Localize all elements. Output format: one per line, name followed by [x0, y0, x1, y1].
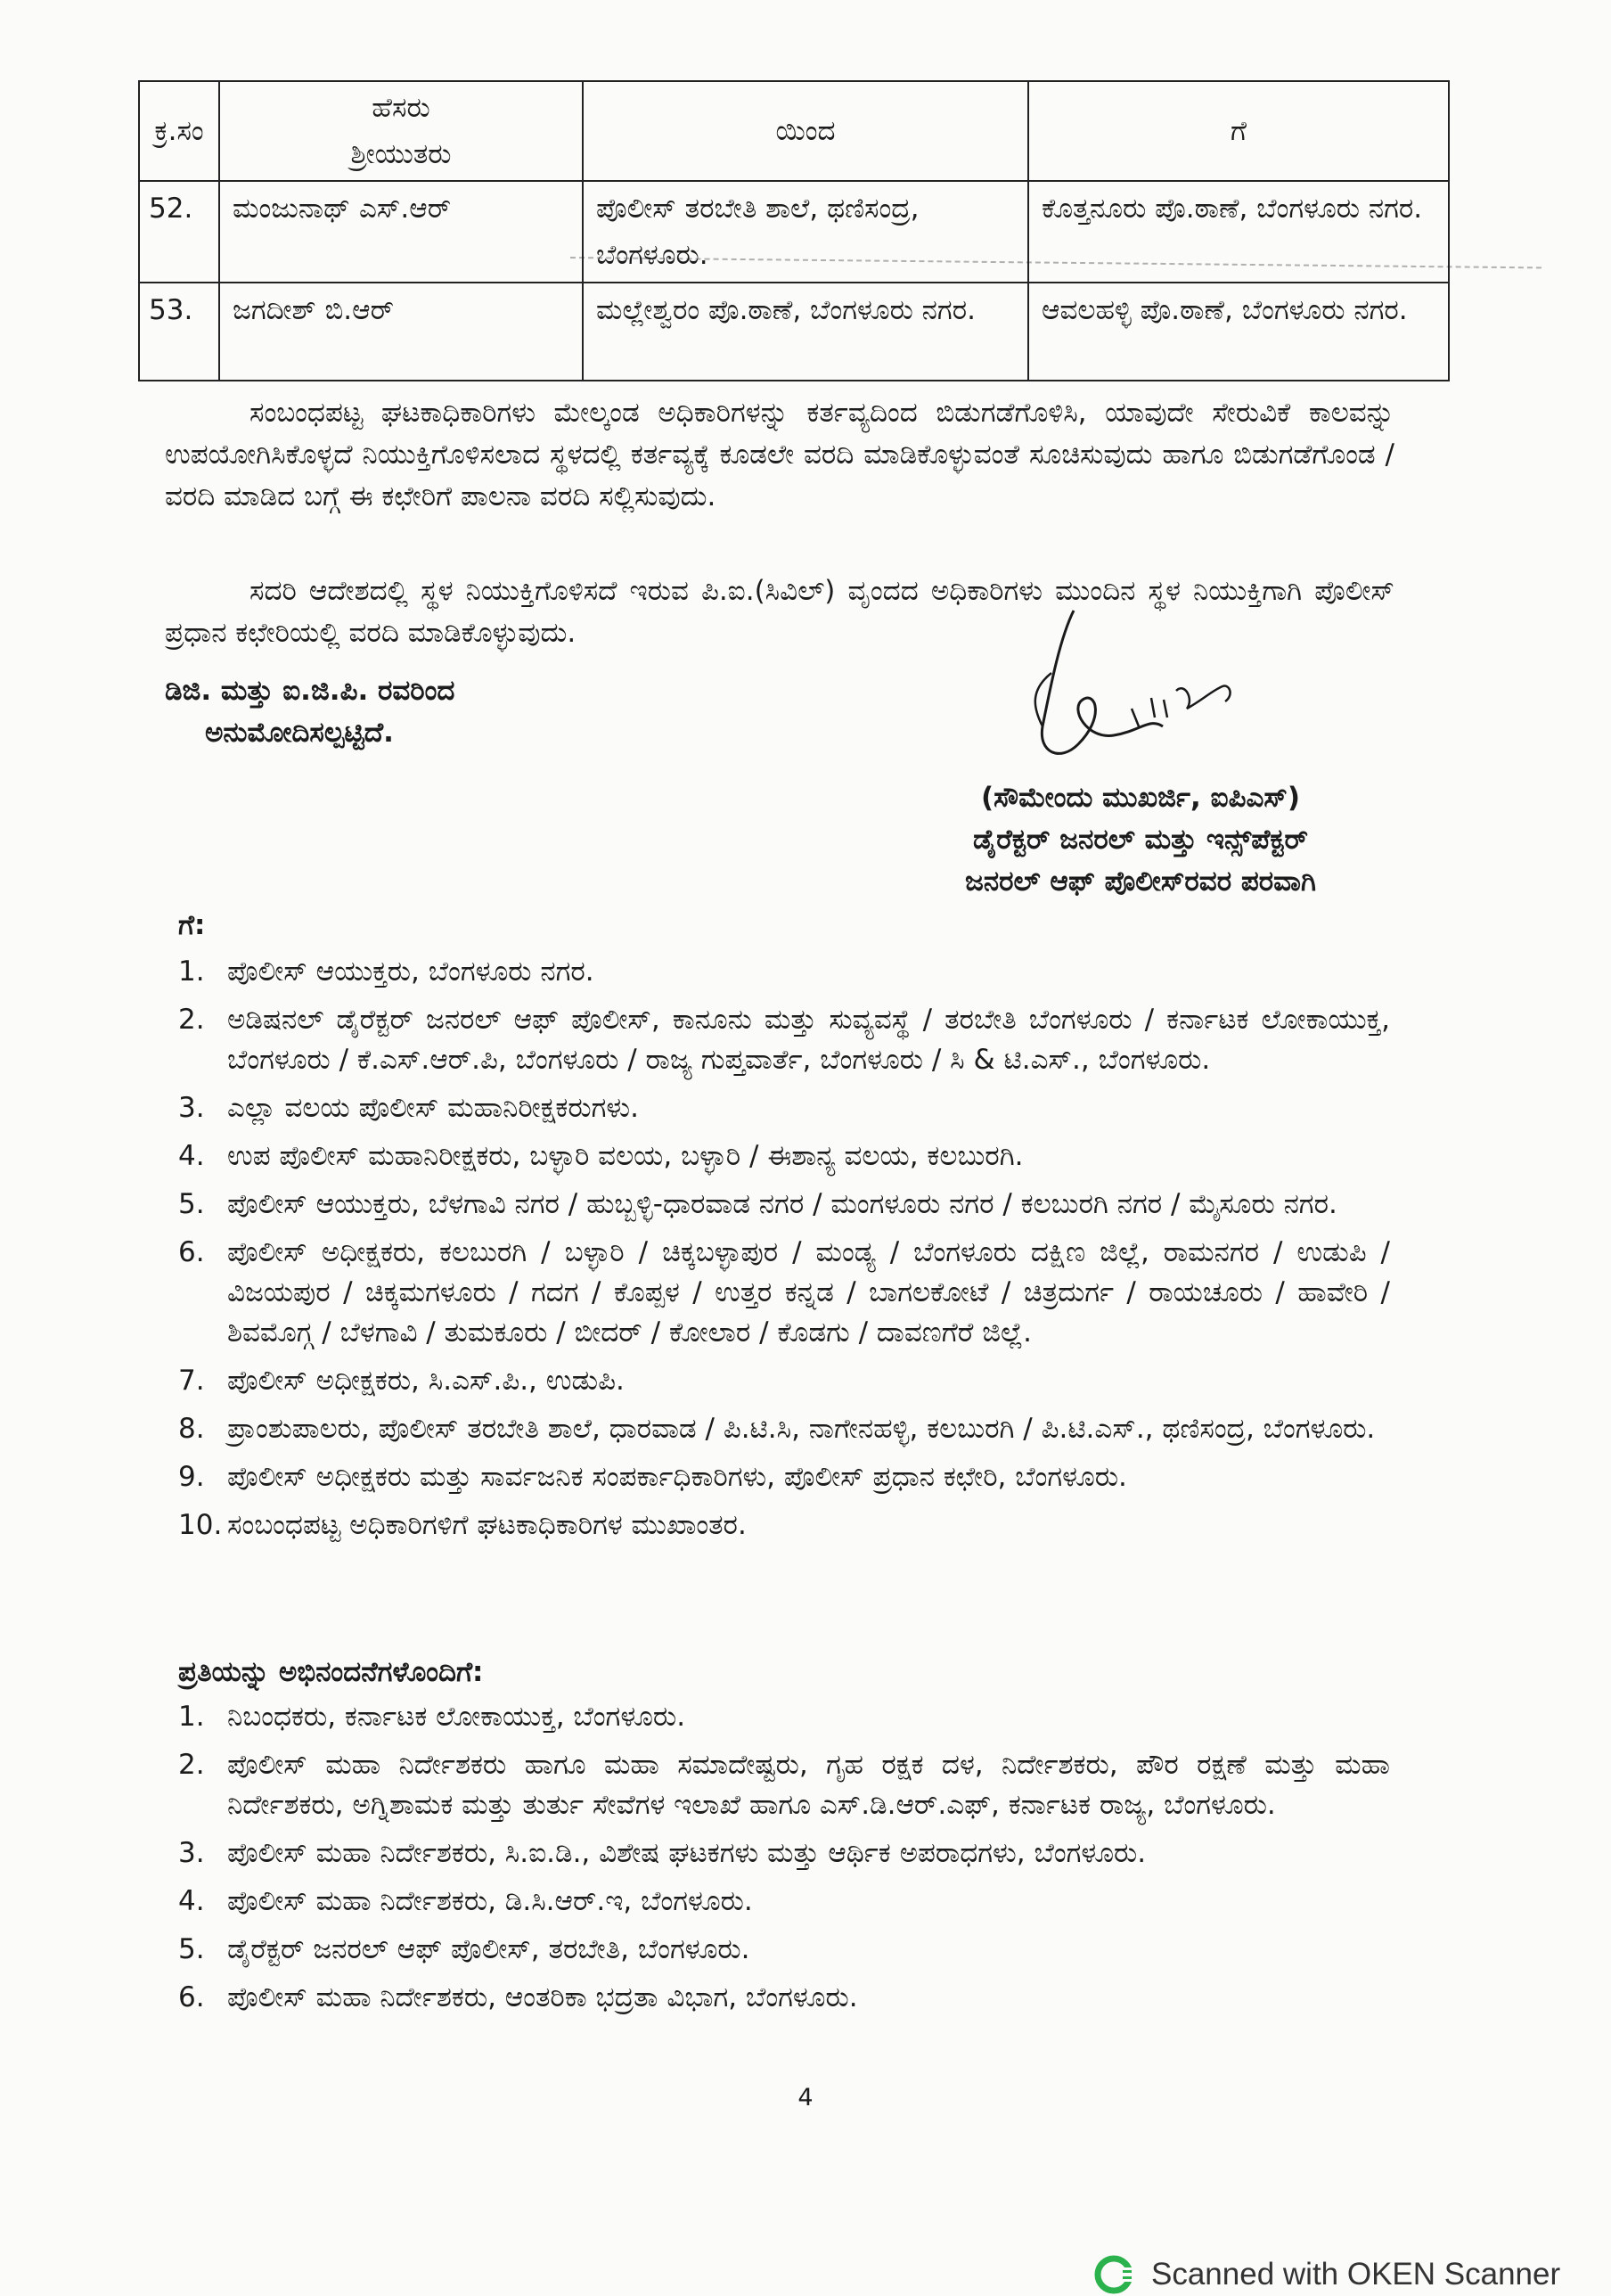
list-item [178, 1833, 1390, 1874]
list-item [178, 1000, 1390, 1080]
list-item-number: 4. [178, 1885, 205, 1917]
list-item-text: ಪೊಲೀಸ್ ಅಧೀಕ್ಷಕರು, ಕಲಬುರಗಿ / ಬಳ್ಳಾರಿ / ಚಿಕ್ಕಬಳ್ಳಾಪುರ / ಮಂಡ್ಯ / ಬೆಂಗಳೂರು ದಕ್ಷಿಣ ಜಿಲ್ಲೆ, ರಾಮನಗರ / ಉಡುಪಿ / ವಿಜಯಪುರ / ಚಿಕ್ಕಮಗಳೂರು / ಗದಗ / ಕೊಪ್ಪಳ / ಉತ್ತರ ಕನ್ನಡ / ಬಾಗಲಕೋಟೆ / ಚಿತ್ರದುರ್ಗ / ರಾಯಚೂರು / ಹಾವೇರಿ / ಶಿವಮೊಗ್ಗ / ಬೆಳಗಾವಿ / ತುಮಕೂರು / ಬೀದರ್ / ಕೋಲಾರ / ಕೊಡಗು / ದಾವಣಗೆರೆ ಜಿಲ್ಲೆ. [227, 1236, 1390, 1349]
list-item [178, 1361, 1390, 1401]
signatory-name: (ಸೌಮೇಂದು ಮುಖರ್ಜಿ, ಐಪಿಎಸ್) [980, 782, 1301, 814]
oken-scanner-logo-icon [1094, 2253, 1137, 2296]
signatory-title-line2: ಜನರಲ್ ಆಫ್ ಪೊಲೀಸ್‌ರವರ ಪರವಾಗಿ [965, 865, 1316, 898]
list-item [178, 1745, 1390, 1825]
approval-line2: ಅನುಮೋದಿಸಲ್ಪಟ್ಟಿದೆ. [205, 717, 394, 749]
list-item-text: ಡೈರೆಕ್ಟರ್ ಜನರಲ್ ಆಫ್ ಪೊಲೀಸ್, ತರಬೇತಿ, ಬೆಂಗಳೂರು. [227, 1933, 750, 1965]
list-item-text: ಪೊಲೀಸ್ ಆಯುಕ್ತರು, ಬೆಂಗಳೂರು ನಗರ. [227, 955, 594, 988]
list-item-text: ಪೊಲೀಸ್ ಮಹಾ ನಿರ್ದೇಶಕರು, ಡಿ.ಸಿ.ಆರ್.ಇ, ಬೆಂಗಳೂರು. [227, 1885, 753, 1917]
list-item [178, 1978, 1390, 2018]
signatory-block [891, 777, 1390, 903]
header-name [219, 81, 583, 181]
cell-sl: 53. [139, 283, 219, 381]
list-item [178, 1457, 1390, 1497]
list-item [178, 1930, 1390, 1970]
list-item [178, 1882, 1390, 1922]
list-item-text: ಪೊಲೀಸ್ ಅಧೀಕ್ಷಕರು, ಸಿ.ಎಸ್.ಪಿ., ಉಡುಪಿ. [227, 1365, 625, 1397]
page-number: 4 [797, 2084, 814, 2112]
list-item-text: ಉಪ ಪೊಲೀಸ್ ಮಹಾನಿರೀಕ್ಷಕರು, ಬಳ್ಳಾರಿ ವಲಯ, ಬಳ್ಳಾರಿ / ಈಶಾನ್ಯ ವಲಯ, ಕಲಬುರಗಿ. [227, 1140, 1024, 1172]
list-item-number: 7. [178, 1365, 205, 1397]
header-name-line1: ಹೆಸರು [372, 92, 430, 124]
scanner-footer-text: Scanned with OKEN Scanner [1151, 2257, 1561, 2292]
list-item [178, 1505, 1390, 1546]
scanner-footer [1094, 2253, 1560, 2296]
list-item-text: ನಿಬಂಧಕರು, ಕರ್ನಾಟಕ ಲೋಕಾಯುಕ್ತ, ಬೆಂಗಳೂರು. [227, 1701, 686, 1733]
transfer-table [138, 80, 1450, 381]
list-item-text: ಪೊಲೀಸ್ ಅಧೀಕ್ಷಕರು ಮತ್ತು ಸಾರ್ವಜನಿಕ ಸಂಪರ್ಕಾಧಿಕಾರಿಗಳು, ಪೊಲೀಸ್ ಪ್ರಧಾನ ಕಛೇರಿ, ಬೆಂಗಳೂರು. [227, 1461, 1127, 1493]
list-item-number: 1. [178, 1701, 205, 1733]
list-item-number: 5. [178, 1188, 205, 1220]
list-item-number: 10. [178, 1509, 223, 1541]
list-item-text: ಪೊಲೀಸ್ ಆಯುಕ್ತರು, ಬೆಳಗಾವಿ ನಗರ / ಹುಬ್ಬಳ್ಳಿ-ಧಾರವಾಡ ನಗರ / ಮಂಗಳೂರು ನಗರ / ಕಲಬುರಗಿ ನಗರ / ಮೈಸೂರು ನಗರ. [227, 1188, 1337, 1220]
list-item [178, 1136, 1390, 1177]
table-row [139, 181, 1449, 283]
list-item-text: ಪೊಲೀಸ್ ಮಹಾ ನಿರ್ದೇಶಕರು ಹಾಗೂ ಮಹಾ ಸಮಾದೇಷ್ಟರು, ಗೃಹ ರಕ್ಷಕ ದಳ, ನಿರ್ದೇಶಕರು, ಪೌರ ರಕ್ಷಣೆ ಮತ್ತು ಮಹಾ ನಿರ್ದೇಶಕರು, ಅಗ್ನಿಶಾಮಕ ಮತ್ತು ತುರ್ತು ಸೇವೆಗಳ ಇಲಾಖೆ ಹಾಗೂ ಎಸ್.ಡಿ.ಆರ್.ಎಫ್, ಕರ್ನಾಟಕ ರಾಜ್ಯ, ಬೆಂಗಳೂರು. [227, 1749, 1390, 1821]
instruction-text: ಸಂಬಂಧಪಟ್ಟ ಘಟಕಾಧಿಕಾರಿಗಳು ಮೇಲ್ಕಂಡ ಅಧಿಕಾರಿಗಳನ್ನು ಕರ್ತವ್ಯದಿಂದ ಬಿಡುಗಡೆಗೊಳಿಸಿ, ಯಾವುದೇ ಸೇರುವಿಕೆ ಕಾಲವನ್ನು ಉಪಯೋಗಿಸಿಕೊಳ್ಳದೆ ನಿಯುಕ್ತಿಗೊಳಿಸಲಾದ ಸ್ಥಳದಲ್ಲಿ ಕರ್ತವ್ಯಕ್ಕೆ ಕೂಡಲೇ ವರದಿ ಮಾಡಿಕೊಳ್ಳುವಂತೆ ಸೂಚಿಸುವುದು ಹಾಗೂ ಬಿಡುಗಡೆಗೊಂಡ / ವರದಿ ಮಾಡಿದ ಬಗ್ಗೆ ಈ ಕಛೇರಿಗೆ ಪಾಲನಾ ವರದಿ ಸಲ್ಲಿಸುವುದು. [165, 397, 1394, 512]
approval-note [165, 670, 454, 754]
list-item [178, 1409, 1390, 1449]
list-item-number: 3. [178, 1092, 205, 1124]
unassigned-text: ಸದರಿ ಆದೇಶದಲ್ಲಿ ಸ್ಥಳ ನಿಯುಕ್ತಿಗೊಳಿಸದೆ ಇರುವ ಪಿ.ಐ.(ಸಿವಿಲ್) ವೃಂದದ ಅಧಿಕಾರಿಗಳು ಮುಂದಿನ ಸ್ಥಳ ನಿಯುಕ್ತಿಗಾಗಿ ಪೊಲೀಸ್ ಪ್ರಧಾನ ಕಛೇರಿಯಲ್ಲಿ ವರದಿ ಮಾಡಿಕೊಳ್ಳುವುದು. [165, 575, 1394, 649]
approval-line1: ಡಿಜಿ. ಮತ್ತು ಐ.ಜಿ.ಪಿ. ರವರಿಂದ [165, 675, 455, 707]
list-item-number: 6. [178, 1981, 205, 2013]
list-item [178, 1185, 1390, 1225]
cell-sl: 52. [139, 181, 219, 283]
list-item-number: 8. [178, 1413, 205, 1445]
copy-recipients-list [178, 1697, 1390, 2026]
header-name-line2: ಶ್ರೀಯುತರು [350, 138, 452, 170]
list-item-number: 3. [178, 1837, 205, 1869]
list-item [178, 1088, 1390, 1128]
list-item-number: 5. [178, 1933, 205, 1965]
cell-name: ಜಗದೀಶ್ ಬಿ.ಆರ್ [219, 283, 583, 381]
list-item [178, 1697, 1390, 1737]
table-header-row [139, 81, 1449, 181]
list-item-text: ಪೊಲೀಸ್ ಮಹಾ ನಿರ್ದೇಶಕರು, ಆಂತರಿಕಾ ಭದ್ರತಾ ವಿಭಾಗ, ಬೆಂಗಳೂರು. [227, 1981, 858, 2013]
list-item-text: ಎಲ್ಲಾ ವಲಯ ಪೊಲೀಸ್ ಮಹಾನಿರೀಕ್ಷಕರುಗಳು. [227, 1092, 639, 1124]
handwritten-signature [989, 584, 1274, 780]
header-from: ಯಿಂದ [583, 81, 1028, 181]
list-item-number: 9. [178, 1461, 205, 1493]
list-item-number: 2. [178, 1004, 205, 1036]
cell-to: ಕೊತ್ತನೂರು ಪೊ.ಠಾಣೆ, ಬೆಂಗಳೂರು ನಗರ. [1028, 181, 1449, 283]
copy-label: ಪ್ರತಿಯನ್ನು ಅಭಿನಂದನೆಗಳೊಂದಿಗೆ: [178, 1656, 484, 1688]
list-item-text: ಅಡಿಷನಲ್ ಡೈರೆಕ್ಟರ್ ಜನರಲ್ ಆಫ್ ಪೊಲೀಸ್, ಕಾನೂನು ಮತ್ತು ಸುವ್ಯವಸ್ಥೆ / ತರಬೇತಿ ಬೆಂಗಳೂರು / ಕರ್ನಾಟಕ ಲೋಕಾಯುಕ್ತ, ಬೆಂಗಳೂರು / ಕೆ.ಎಸ್.ಆರ್.ಪಿ, ಬೆಂಗಳೂರು / ರಾಜ್ಯ ಗುಪ್ತವಾರ್ತೆ, ಬೆಂಗಳೂರು / ಸಿ & ಟಿ.ಎಸ್., ಬೆಂಗಳೂರು. [227, 1004, 1390, 1076]
cell-to: ಆವಲಹಳ್ಳಿ ಪೊ.ಠಾಣೆ, ಬೆಂಗಳೂರು ನಗರ. [1028, 283, 1449, 381]
list-item-number: 1. [178, 955, 205, 988]
list-item-text: ಪೊಲೀಸ್ ಮಹಾ ನಿರ್ದೇಶಕರು, ಸಿ.ಐ.ಡಿ., ವಿಶೇಷ ಘಟಕಗಳು ಮತ್ತು ಆರ್ಥಿಕ ಅಪರಾಧಗಳು, ಬೆಂಗಳೂರು. [227, 1837, 1147, 1869]
list-item [178, 952, 1390, 992]
to-label: ಗೆ: [178, 909, 206, 941]
instruction-paragraph [165, 392, 1394, 518]
list-item [178, 1233, 1390, 1353]
list-item-number: 2. [178, 1749, 205, 1781]
signatory-title-line1: ಡೈರೆಕ್ಟರ್ ಜನರಲ್ ಮತ್ತು ಇನ್ಸ್‌ಪೆಕ್ಟರ್ [973, 824, 1308, 856]
cell-name: ಮಂಜುನಾಥ್ ಎಸ್.ಆರ್ [219, 181, 583, 283]
list-item-text: ಸಂಬಂಧಪಟ್ಟ ಅಧಿಕಾರಿಗಳಿಗೆ ಘಟಕಾಧಿಕಾರಿಗಳ ಮುಖಾಂತರ. [227, 1509, 747, 1541]
header-sl-no: ಕ್ರ.ಸಂ [139, 81, 219, 181]
list-item-number: 6. [178, 1236, 205, 1268]
header-to: ಗೆ [1028, 81, 1449, 181]
cell-from: ಪೊಲೀಸ್ ತರಬೇತಿ ಶಾಲೆ, ಥಣಿಸಂದ್ರ, ಬೆಂಗಳೂರು. [583, 181, 1028, 283]
list-item-number: 4. [178, 1140, 205, 1172]
list-item-text: ಪ್ರಾಂಶುಪಾಲರು, ಪೊಲೀಸ್ ತರಬೇತಿ ಶಾಲೆ, ಧಾರವಾಡ / ಪಿ.ಟಿ.ಸಿ, ನಾಗೇನಹಳ್ಳಿ, ಕಲಬುರಗಿ / ಪಿ.ಟಿ.ಎಸ್., ಥಣಿಸಂದ್ರ, ಬೆಂಗಳೂರು. [227, 1413, 1376, 1445]
table-row [139, 283, 1449, 381]
recipients-list [178, 952, 1390, 1554]
cell-from: ಮಲ್ಲೇಶ್ವರಂ ಪೊ.ಠಾಣೆ, ಬೆಂಗಳೂರು ನಗರ. [583, 283, 1028, 381]
